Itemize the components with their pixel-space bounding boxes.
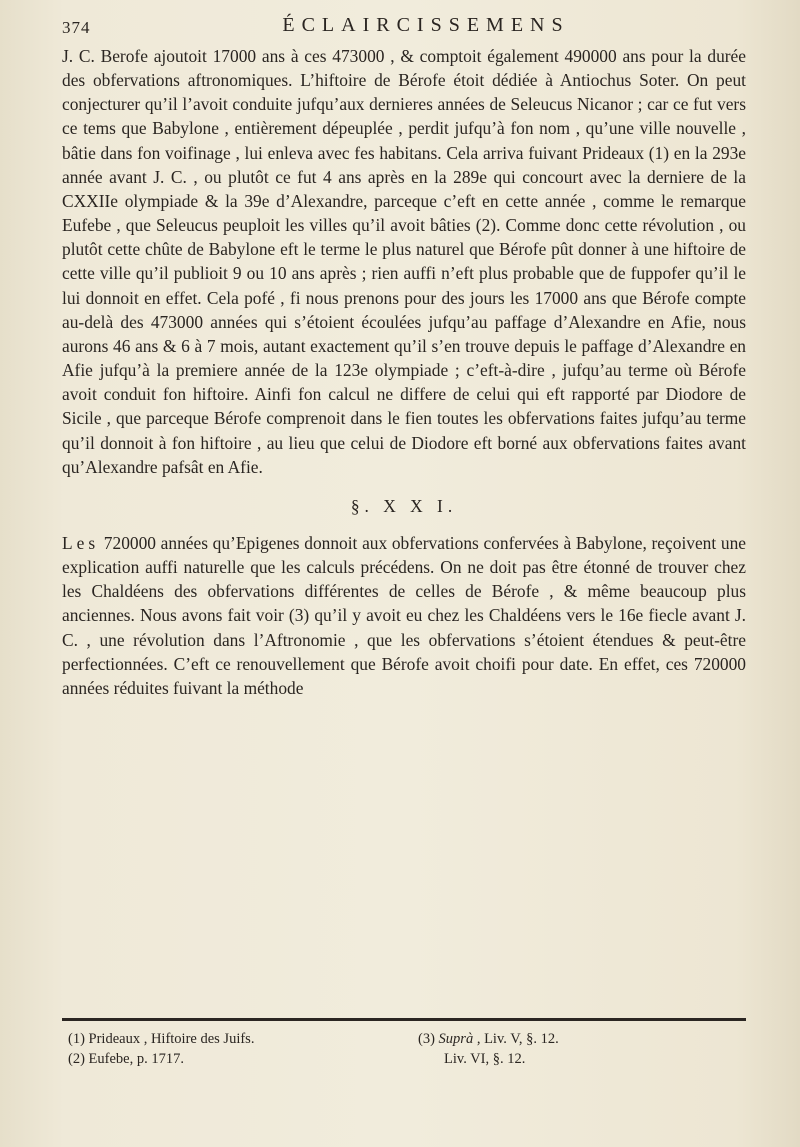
footnote-3-line-2: Liv. VI, §. 12. (444, 1051, 526, 1067)
page-number: 374 (62, 18, 91, 37)
footnotes-right-column (418, 1029, 559, 1069)
section-heading: §. X X I. (350, 495, 458, 516)
page-header (62, 14, 750, 40)
footnote-2: (2) Eufebe, p. 1717. (68, 1051, 184, 1067)
footnote-3 (418, 1029, 559, 1049)
footnote-3-number: (3) (418, 1031, 439, 1047)
paragraph-2 (62, 531, 746, 700)
main-text (62, 44, 746, 700)
footnote-rule (62, 1018, 746, 1021)
paragraph-2-text: 720000 années qu’Epigenes donnoit aux obfervations confervées à Babylone, reçoivent une explication auffi naturelle que les calculs précédens. On ne doit pas être étonné de trouver chez les Chaldéens des obfervations différentes de celles de Bérofe , & même beaucoup plus anciennes. Nous avons fait voir (3) qu’il y avoit eu chez les Chaldéens vers le 16e fiecle avant J. C. , une révolution dans l’Aftronomie , que les obfervations s’étoient étendues & peut-être perfectionnées. C’eft ce renouvellement que Bérofe avoit choifi pour date. En effet, ces 720000 années réduites fuivant la méthode (62, 532, 746, 698)
footnote-3-italic: Suprà (438, 1031, 474, 1047)
footnotes-left-column (68, 1029, 254, 1069)
paragraph-lead-word: Les (62, 532, 100, 553)
footnote-3-ref: , Liv. V, §. 12. (473, 1031, 559, 1047)
footnote-1: (1) Prideaux , Hiftoire des Juifs. (68, 1031, 255, 1047)
running-head: ÉCLAIRCISSEMENS (282, 14, 570, 36)
paragraph-1: J. C. Berofe ajoutoit 17000 ans à ces 473000 , & comptoit également 490000 ans pour la durée des obfervations aftronomiques. L’hiftoire de Bérofe étoit dédiée à Antiochus Soter. On peut conjecturer qu’il l’avoit conduite jufqu’aux dernieres années de Seleucus Nicanor ; car ce fut vers ce tems que Babylone , entièrement dépeuplée , perdit jufqu’à fon nom , qu’une ville nouvelle , bâtie dans fon voifinage , lui enleva avec fes habitans. Cela arriva fuivant Prideaux (1) en la 293e année avant J. C. , ou plutôt ce fut 4 ans après en la 289e qui concourt avec la derniere de la CXXIIe olympiade & la 39e d’Alexandre, parceque c’eft en cette année , comme le remarque Eufebe , que Seleucus peuploit les villes qu’il avoit bâties (2). Comme donc cette révolution , ou plutôt cette chûte de Babylone eft le terme le plus naturel que Bérofe pût donner à une hiftoire de cette ville qu’il publioit 9 ou 10 ans après ; rien auffi n’eft plus probable que de fuppofer qu’il le lui donnoit en effet. Cela pofé , fi nous prenons pour des jours les 17000 ans que Bérofe compte au-delà des 473000 années qui s’étoient écoulées jufqu’au paffage d’Alexandre en Afie, nous aurons 46 ans & 6 à 7 mois, autant exactement qu’il s’en trouve depuis le paffage d’Alexandre en Afie jufqu’à la premiere année de la 123e olympiade ; c’eft-à-dire , jufqu’au terme où Bérofe avoit conduit fon hiftoire. Ainfi fon calcul ne differe de celui qui eft rapporté par Diodore de Sicile , que parceque Bérofe comprenoit dans le fien toutes les obfervations faites jufqu’au terme qu’il donnoit à fon hiftoire , au lieu que celui de Diodore eft borné aux obfervations faites avant qu’Alexandre pafsât en Afie. (62, 46, 746, 477)
